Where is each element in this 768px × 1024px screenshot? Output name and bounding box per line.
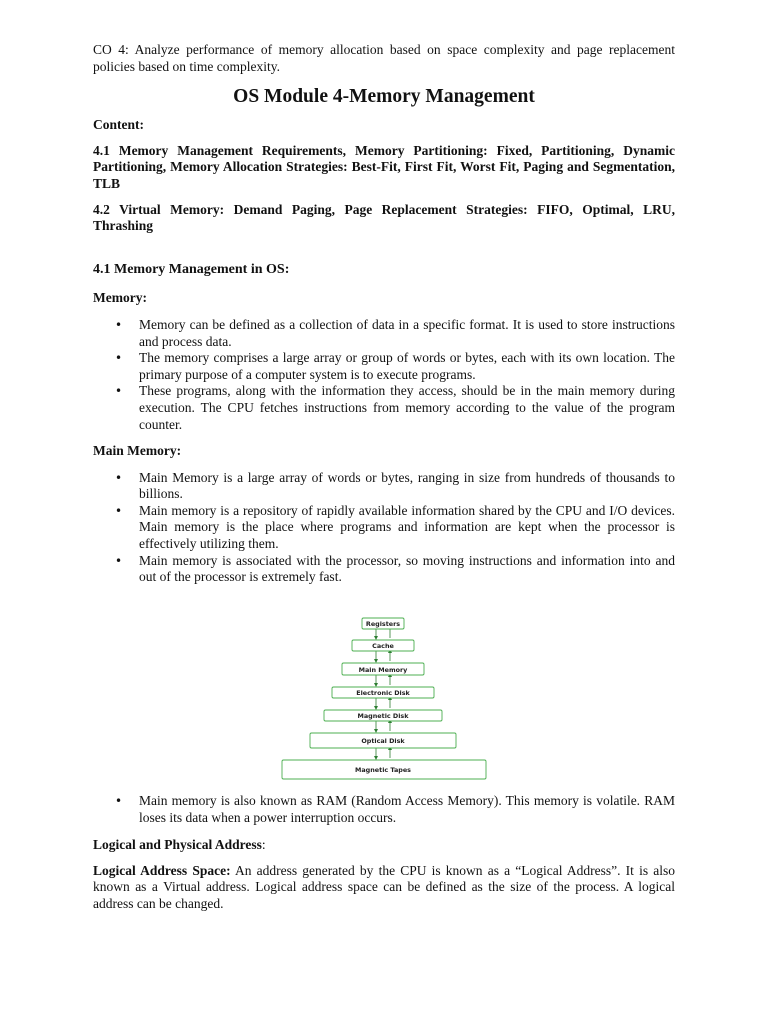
level-label: Electronic Disk [356,689,410,697]
heading-colon: : [261,837,266,852]
memory-bullet-list [93,317,675,433]
content-item-4-2: 4.2 Virtual Memory: Demand Paging, Page Replacement Strategies: FIFO, Optimal, LRU, Thrashing [93,201,675,234]
hierarchy-level-registers [362,618,404,629]
heading-text: Logical and Physical Address [93,837,262,852]
ram-bullet-container [93,793,675,836]
level-label: Optical Disk [361,737,405,745]
main-memory-bullet-list [93,470,675,586]
level-label: Main Memory [358,666,408,674]
ram-bullet-list [93,793,675,826]
memory-hierarchy-diagram [280,616,488,782]
hierarchy-level-main-memory [342,663,424,675]
content-item-4-1: 4.1 Memory Management Requirements, Memory Partitioning: Fixed, Partitioning, Dynamic Partitioning, Memory Allocation Strategies: Best-Fit, First Fit, Worst Fit, Paging and Segmentation, TLB [93,142,675,191]
section-heading-4-1: 4.1 Memory Management in OS: [93,261,290,277]
memory-heading: Memory: [93,290,147,306]
level-label: Registers [365,620,401,628]
list-item: • Main memory is a repository of rapidly available information shared by the CPU and I/O devices. Main memory is the place where programs and information are kept when the processor is effectively utilizing them. [93,503,675,553]
list-item: • Memory can be defined as a collection of data in a specific format. It is used to store instructions and process data. [93,317,675,350]
logical-address-term: Logical Address Space: [93,862,231,878]
list-item: • Main memory is also known as RAM (Random Access Memory). This memory is volatile. RAM loses its data when a power interruption occurs. [93,793,675,826]
hierarchy-level-optical-disk [310,733,456,748]
logical-address-paragraph [93,863,675,913]
list-item: • Main memory is associated with the processor, so moving instructions and information into and out of the processor is extremely fast. [93,553,675,586]
list-item: • The memory comprises a large array or group of words or bytes, each with its own location. The primary purpose of a computer system is to execute programs. [93,350,675,383]
content-label: Content: [93,117,144,133]
document-page [93,42,675,596]
hierarchy-level-electronic-disk [332,687,434,698]
hierarchy-level-magnetic-tapes [282,760,486,779]
logical-physical-section [93,837,675,912]
hierarchy-level-cache [352,640,414,651]
course-outcome: CO 4: Analyze performance of memory allocation based on space complexity and page replacement policies based on time complexity. [93,42,675,74]
list-item: • Main Memory is a large array of words or bytes, ranging in size from hundreds of thousands to billions. [93,470,675,503]
page-title: OS Module 4-Memory Management [233,86,535,108]
main-memory-heading: Main Memory: [93,443,182,459]
logical-address-text: An address generated by the CPU is known as a “Logical Address”. It is also known as a Virtual address. Logical address space can be defined as the size of the process. A logical address can be changed. [93,862,675,911]
level-label: Cache [372,642,394,650]
list-item: • These programs, along with the information they access, should be in the main memory during execution. The CPU fetches instructions from memory according to the value of the program counter. [93,383,675,433]
logical-physical-heading [93,837,675,854]
hierarchy-level-magnetic-disk [324,710,442,721]
level-label: Magnetic Disk [357,712,409,720]
level-label: Magnetic Tapes [355,766,411,774]
